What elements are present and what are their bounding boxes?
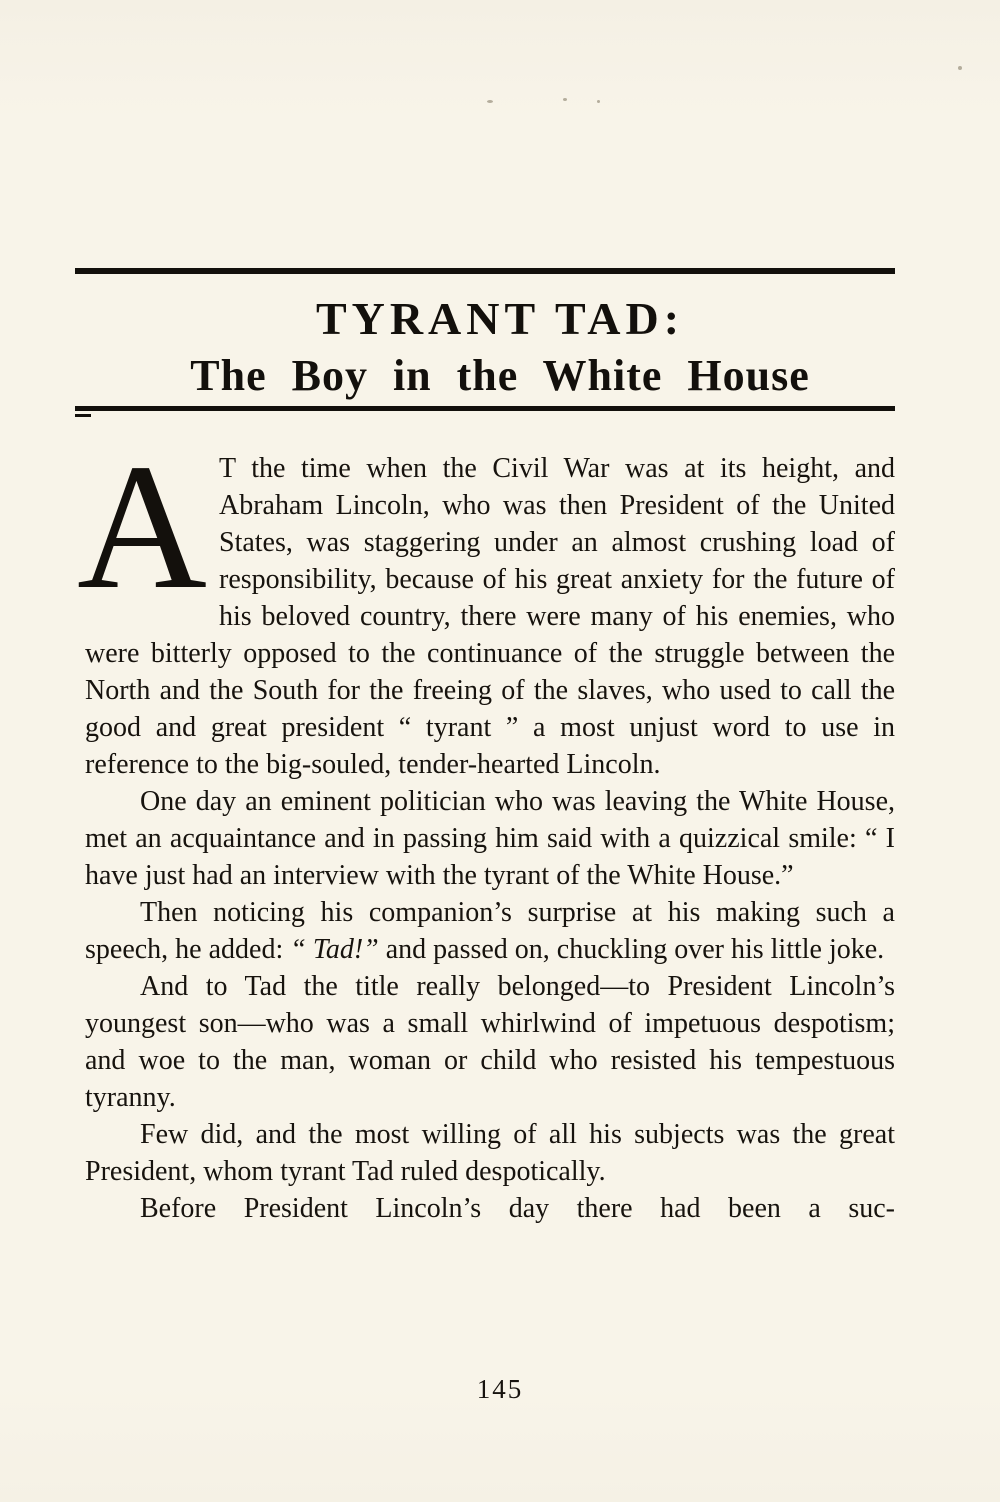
paragraph xyxy=(85,894,895,968)
chapter-title: TYRANT TAD: xyxy=(315,293,685,344)
text-segment: And to Tad the title really belonged—to President Lincoln’s youngest son—who was a small whirlwind of impetuous despotism; and woe to the man, woman or child who resisted his tempestuous tyranny. xyxy=(85,971,895,1113)
text-segment: T the time when the Civil War was at its height, and Abraham Lincoln, who was then President of the United States, was staggering under an almost crushing load of responsibility, because of his great anxiety for the future of his beloved country, there were many of his enemies, who were bitterly opposed to the continuance of the struggle between the North and the South for the freeing of the slaves, who used to call the good and great president “ tyrant ” a most unjust word to use in reference to the big-souled, tender-hearted Lincoln. xyxy=(85,453,895,780)
text-segment: Few did, and the most willing of all his subjects was the great President, whom tyrant Tad ruled despotically. xyxy=(85,1119,895,1187)
text-segment: Before President Lincoln’s day there had been a suc- xyxy=(140,1193,895,1224)
bottom-rule xyxy=(75,406,895,411)
page-number: 145 xyxy=(476,1374,524,1404)
paragraph xyxy=(85,1116,895,1190)
italic-text-segment: “ Tad!” xyxy=(290,934,379,965)
drop-cap: A xyxy=(77,427,207,626)
paragraph xyxy=(85,968,895,1116)
text-segment: Then noticing his companion’s surprise at his making such a speech, he added: xyxy=(85,897,895,965)
scan-speck xyxy=(958,66,962,70)
scan-speck xyxy=(597,100,600,103)
paragraph xyxy=(77,427,895,783)
text-segment: One day an eminent politician who was leaving the White House, met an acquaintance and in passing him said with a quizzical smile: “ I have just had an interview with the tyrant of the White House.” xyxy=(85,786,895,891)
scan-speck xyxy=(487,100,493,103)
chapter-subtitle: The Boy in the White House xyxy=(190,351,810,400)
top-rule xyxy=(75,268,895,274)
paragraph xyxy=(85,1190,895,1227)
rule-artifact xyxy=(75,414,91,417)
text-segment: and passed on, chuckling over his little joke. xyxy=(378,934,885,965)
page-body xyxy=(77,427,895,1227)
paragraph xyxy=(85,783,895,894)
scan-speck xyxy=(563,98,567,101)
